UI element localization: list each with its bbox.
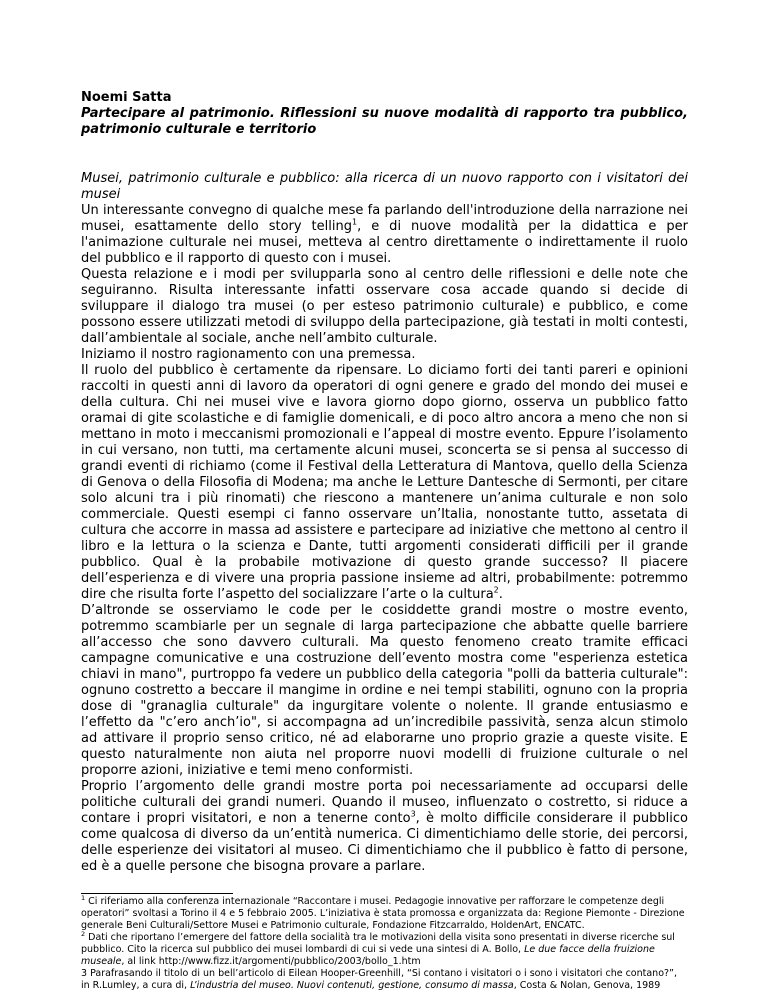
footnote-number: 2 xyxy=(81,929,86,938)
footnote-citation-title: L’industria del museo. Nuovi contenuti, gestione, consumo di massa xyxy=(190,980,514,991)
footnote-ref[interactable]: 2 xyxy=(493,585,499,595)
paragraph-text: Il ruolo del pubblico è certamente da ripensare. Lo diciamo forti dei tanti pareri e opinioni raccolti in questi anni di lavoro da operatori di ogni genere e grado del mondo dei musei e della cultura. Chi nei musei vive e lavora giorno dopo giorno, osserva un pubblico fatto oramai di gite scolastiche e di famiglie domenicali, e di poco altro ancora a meno che non si mettano in moto i meccanismi promozionali e l’appeal di mostre evento. Eppure l’isolamento in cui versano, non tutti, ma certamente alcuni musei, sconcerta se si pensa al successo di grandi eventi di richiamo (come il Festival della Letteratura di Mantova, quello della Scienza di Genova o della Filosofia di Modena; ma anche le Letture Dantesche di Sermonti, per citare solo alcuni tra i più rinomati) che riescono a mantenere un’anima culturale e non solo commerciale. Questi esempi ci fanno osservare un’Italia, nonostante tutto, assetata di cultura che accorre in massa ad assistere e partecipare ad iniziative che mettono al centro il libro e la lettura o la scienza e Dante, tutti argomenti considerati difficili per il grande pubblico. Qual è la probabile motivazione di questo grande successo? Il piacere dell’esperienza e di vivere una propria passione insieme ad altri, probabilmente: potremmo dire che risulta forte l’aspetto del socializzare l’arte o la cultura xyxy=(81,363,688,602)
footnote-text: Dati che riportano l’emergere del fattore della socialità tra le motivazioni della visita sono presentati in diverse ricerche sul pubblico. Cito la ricerca sul pubblico dei musei lombardi di cui si vede una sintesi di A. Bollo, xyxy=(81,932,675,955)
paragraph: Iniziamo il nostro ragionamento con una premessa. xyxy=(81,347,416,362)
footnote-ref[interactable]: 1 xyxy=(351,217,358,227)
paragraph-text: Proprio l’argomento delle grandi mostre porta poi necessariamente ad occuparsi delle politiche culturali dei grandi numeri. Quando il museo, influenzato o costretto, si riduce a contare i propri visitatori, e non a tenerne conto xyxy=(81,779,688,826)
footnote xyxy=(81,968,688,992)
body-text xyxy=(81,203,688,875)
paragraph-text: Un interessante convegno di qualche mese fa parlando dell'introduzione della narrazione nei musei, esattamente dello story telling xyxy=(81,203,688,234)
paragraph: Questa relazione e i modi per svilupparla sono al centro delle riflessioni e delle note che seguiranno. Risulta interessante infatti osservare cosa accade quando si decide di sviluppare il dialogo tra musei (o per esteso patrimonio culturale) e pubblico, e come possono essere utilizzati metodi di sviluppo della partecipazione, già testati in molti contesti, dall’ambientale al sociale, anche nell’ambito culturale. xyxy=(81,267,688,346)
paragraph-text: , e di nuove modalità per la didattica e per l'animazione culturale nei musei, metteva al centro direttamente o indirettamente il ruolo del pubblico e il rapporto di questo con i musei. xyxy=(81,219,688,266)
paragraph xyxy=(81,779,688,875)
section-heading: Musei, patrimonio culturale e pubblico: alla ricerca di un nuovo rapporto con i visitatori dei musei xyxy=(81,171,688,202)
paragraph: D’altronde se osserviamo le code per le cosiddette grandi mostre o mostre evento, potremmo scambiarle per un segnale di larga partecipazione che abbatte quelle barriere all’accesso che sono davvero culturali. Ma questo fenomeno creato tramite efficaci campagne comunicative e una costruzione dell’evento mostra come "esperienza estetica chiavi in mano", purtroppo fa vedere un pubblico della categoria "polli da batteria culturale": ognuno costretto a beccare il mangime in ordine e nei tempi stabiliti, ognuno con la propria dose di "granaglia culturale" da ingurgitare volente o nolente. Il grande entusiasmo e l’effetto da "c’ero anch’io", si accompagna ad un’incredibile passività, senza alcun stimolo ad attivare il proprio senso critico, né ad elaborarne uno proprio grazie a queste visite. E questo naturalmente non aiuta nel proporre nuovi modelli di fruizione culturale o nel proporre azioni, iniziative e temi meno conformisti. xyxy=(81,603,688,778)
footnote-number: 1 xyxy=(81,893,86,902)
author-name: Noemi Satta xyxy=(81,90,172,105)
footnote xyxy=(81,929,688,968)
footnote-text: 3 Parafrasando il titolo di un bell’articolo di Eilean Hooper-Greenhill, “Si contano i visitatori o i sono i visitatori che contano?”, in R.Lumley, a cura di, xyxy=(81,968,677,991)
footnote-ref[interactable]: 3 xyxy=(410,809,416,819)
document-title: Partecipare al patrimonio. Riflessioni su nuove modalità di rapporto tra pubblico, patrimonio culturale e territorio xyxy=(81,106,688,137)
footnote-text: , al link http://www.fizz.it/argomenti/pubblico/2003/bollo_1.htm xyxy=(121,956,421,967)
footnote-text: Ci riferiamo alla conferenza internazionale “Raccontare i musei. Pedagogie innovative per rafforzare le competenze degli operatori” svoltasi a Torino il 4 e 5 febbraio 2005. L’iniziativa è stata promossa e organizzata da: Regione Piemonte - Direzione generale Beni Culturali/Settore Musei e Patrimonio culturale, Fondazione Fitzcarraldo, HoldenArt, ENCATC. xyxy=(81,896,685,931)
footnotes xyxy=(81,893,688,992)
footnote-separator xyxy=(81,893,233,894)
footnote-text: , Costa & Nolan, Genova, 1989 xyxy=(513,980,661,991)
paragraph xyxy=(81,203,688,267)
paragraph-text: . xyxy=(498,587,503,602)
document-page xyxy=(81,90,688,992)
footnote xyxy=(81,893,688,932)
paragraph xyxy=(81,363,688,603)
paragraph-text: , è molto difficile considerare il pubblico come qualcosa di diverso da un’entità numerica. Ci dimentichiamo delle storie, dei percorsi, delle esperienze dei visitatori al museo. Ci dimentichiamo che il pubblico è fatto di persone, ed è a quelle persone che bisogna provare a parlare. xyxy=(81,811,688,874)
footnote-citation-title: Le due facce della fruizione museale xyxy=(81,944,655,967)
